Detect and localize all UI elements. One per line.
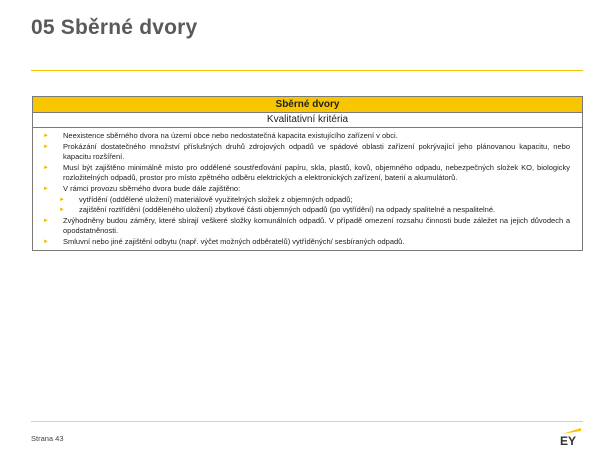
triangle-bullet-icon: ► bbox=[43, 238, 49, 245]
table-header: Sběrné dvory bbox=[33, 97, 582, 113]
list-item-text: V rámci provozu sběrného dvora bude dále zajištěno: bbox=[63, 183, 241, 193]
svg-text:EY: EY bbox=[560, 434, 577, 446]
list-item bbox=[33, 216, 570, 237]
sub-list-item-text: zajištění roztřídění (odděleného uložení) zbytkové části objemných odpadů (po vytřídění) na odpady spalitelné a nespalitelné. bbox=[79, 205, 496, 215]
list-item-text: Neexistence sběrného dvora na území obce nebo nedostatečná kapacita existujícího zařízení v obci. bbox=[63, 131, 398, 140]
slide-title: 05 Sběrné dvory bbox=[31, 16, 198, 39]
sub-list-item bbox=[33, 195, 570, 206]
ey-logo bbox=[560, 428, 582, 446]
list-item-text: Prokázání dostatečného množství příslušných druhů zdrojových odpadů ve spádové oblasti zařízení pokrývající jeho plánovanou kapacitu, nebo kapacitu rozšíření. bbox=[63, 141, 570, 162]
list-item-text: Smluvní nebo jiné zajištění odbytu (např. výčet možných odběratelů) vytříděných/ sesbíraných odpadů. bbox=[63, 236, 405, 246]
triangle-bullet-icon: ► bbox=[43, 133, 49, 139]
list-item-text: Zvýhodněny budou záměry, které sbírají veškeré složky komunálních odpadů. V případě omezení rozsahu činnosti bude záležet na jejich důvodech a opodstatněnosti. bbox=[63, 215, 570, 236]
triangle-bullet-icon: ► bbox=[43, 185, 49, 192]
list-item bbox=[33, 237, 570, 248]
sub-list-item-text: vytřídění (oddělené uložení) materiálově využitelných složek z objemných odpadů; bbox=[79, 194, 353, 204]
triangle-bullet-icon: ► bbox=[43, 164, 49, 171]
title-divider bbox=[31, 70, 583, 71]
triangle-bullet-icon: ► bbox=[59, 207, 65, 214]
table-subheader: Kvalitativní kritéria bbox=[33, 113, 582, 128]
list-item bbox=[33, 163, 570, 184]
list-item-text: Musí být zajištěno minimálně místo pro oddělené soustřeďování papíru, skla, plastů, kovů, objemného odpadu, nebezpečných složek KO, biologicky rozložitelných odpadů, prostor pro místo zpětného odběru elektrických a elektronických zařízení, baterií a akumulátorů. bbox=[63, 162, 570, 183]
criteria-list bbox=[33, 128, 582, 250]
triangle-bullet-icon: ► bbox=[59, 196, 65, 203]
list-item bbox=[33, 131, 570, 142]
triangle-bullet-icon: ► bbox=[43, 143, 49, 150]
list-item bbox=[33, 142, 570, 163]
triangle-bullet-icon: ► bbox=[43, 217, 49, 224]
list-item bbox=[33, 184, 570, 195]
sub-list-item bbox=[33, 205, 570, 216]
footer-divider bbox=[31, 421, 583, 422]
page-number: Strana 43 bbox=[31, 434, 64, 443]
criteria-table bbox=[32, 96, 583, 251]
